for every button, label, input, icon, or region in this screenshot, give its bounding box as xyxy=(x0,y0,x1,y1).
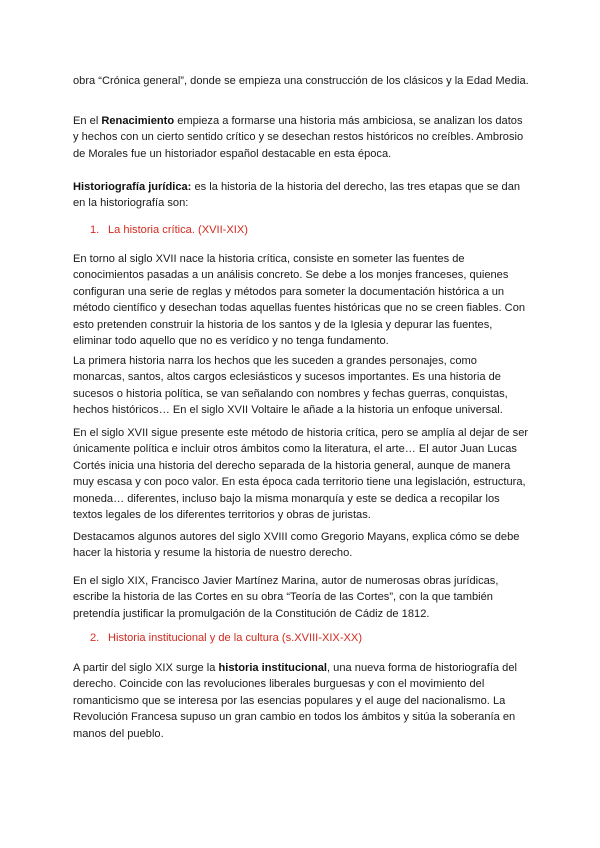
paragraph-primera-historia: La primera historia narra los hechos que les suceden a grandes personajes, como monarcas, santos, altos cargos eclesiásticos y sucesos importantes. Es una historia de sucesos o historia política, se van señalando con nombres y fechas guerras, conquistas, hechos históricos… En el siglo XVII Voltaire le añade a la historia un enfoque universal. xyxy=(73,355,508,417)
list-item-1-number: 1. xyxy=(90,224,100,236)
historiografia-juridica-bold: Historiografía jurídica: xyxy=(73,181,192,193)
institucional-bold: historia institucional xyxy=(218,662,328,674)
institucional-pre: A partir del siglo XIX surge la xyxy=(73,662,219,674)
paragraph-siglo-xvii: En el siglo XVII sigue presente este método de historia crítica, pero se amplía al dejar de ser únicamente política e incluir otros ámbitos como la literatura, el arte… El autor Juan Lucas Cortés inicia una historia del derecho separada de la historia general, aunque de manera muy escasa y con poco valor. En esta época cada territorio tiene una legislación, estructura, moneda… diferentes, incluso bajo la misma monarquía y este se dedica a recopilar los textos legales de los diferentes territorios y obras de juristas. xyxy=(73,427,529,522)
paragraph-siglo-xix: En el siglo XIX, Francisco Javier Martínez Marina, autor de numerosas obras jurídicas, escribe la historia de las Cortes en su obra “Teoría de las Cortes”, con la que también pretendía justificar la promulgación de la Constitución de Cádiz de 1812. xyxy=(73,575,499,620)
list-item-1-text: La historia crítica. (XVII-XIX) xyxy=(108,224,248,236)
institucional-post: , una nueva forma de historiografía del derecho. Coincide con las revoluciones liberales burguesas y con el movimiento del romanticismo que se interesa por las esencias populares y el auge del nacionalismo. La Revolución Francesa supuso un gran cambio en todos los ámbitos y sitúa la soberanía en manos del pueblo. xyxy=(73,662,517,740)
paragraph-historia-critica: En torno al siglo XVII nace la historia crítica, consiste en someter las fuentes de conocimientos pasadas a un análisis concreto. Se debe a los monjes franceses, quienes configuran una serie de reglas y métodos para someter la documentación histórica a un método científico y desechan todas aquellas fuentes históricas que no se creen fiables. Con esto pretenden construir la historia de los santos y de la Iglesia y depurar las fuentes, eliminar todo aquello que no es verídico y no tenga fundamento. xyxy=(73,253,526,348)
paragraph-historiografia-juridica xyxy=(73,179,529,212)
paragraph-historia-institucional xyxy=(73,660,529,742)
paragraph-intro: obra “Crónica general”, donde se empieza una construcción de los clásicos y la Edad Media. xyxy=(73,75,529,87)
list-item-2-text: Historia institucional y de la cultura (s.XVIII-XIX-XX) xyxy=(108,632,363,644)
paragraph-renacimiento xyxy=(73,113,529,162)
list-item-2-number: 2. xyxy=(90,632,100,644)
historiografia-juridica-post: es la historia de la historia del derecho, las tres etapas que se dan en la historiografía son: xyxy=(73,181,521,210)
renacimiento-post: empieza a formarse una historia más ambiciosa, se analizan los datos y hechos con un cierto sentido crítico y se desechan restos históricos no creíbles. Ambrosio de Morales fue un historiador español destacable en esta época. xyxy=(73,115,524,160)
renacimiento-pre: En el xyxy=(73,115,102,127)
paragraph-destacamos: Destacamos algunos autores del siglo XVIII como Gregorio Mayans, explica cómo se debe hacer la historia y resume la historia de nuestro derecho. xyxy=(73,531,520,560)
list-item-2 xyxy=(90,630,362,646)
renacimiento-bold: Renacimiento xyxy=(101,115,175,127)
list-item-1 xyxy=(90,222,248,238)
